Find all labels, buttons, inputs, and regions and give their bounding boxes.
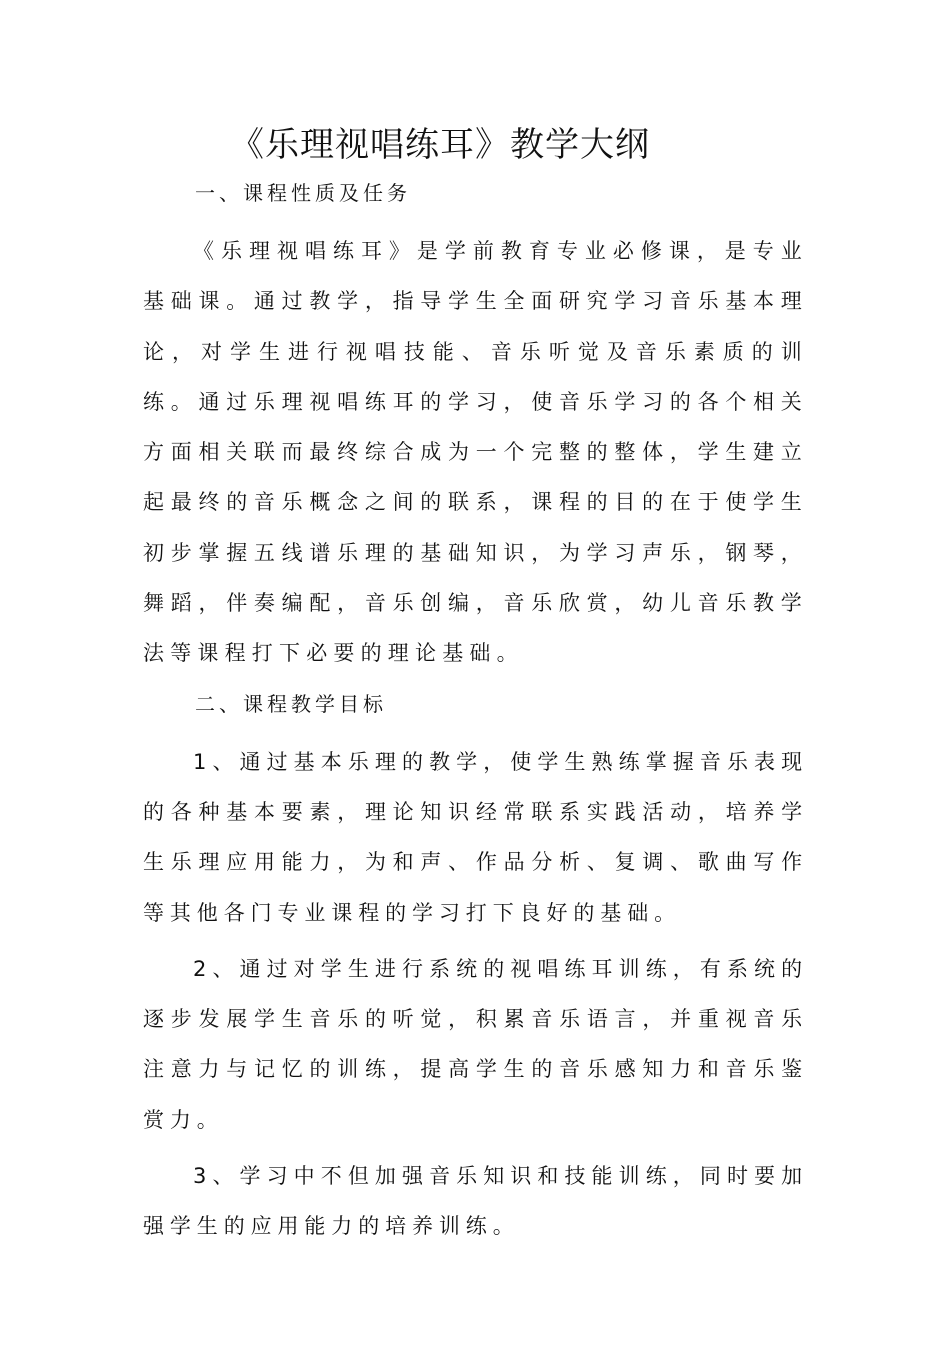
section-heading-nature-and-tasks: 一、课程性质及任务 [195, 181, 411, 205]
document-body [143, 176, 808, 1252]
section-heading-teaching-goals: 二、课程教学目标 [195, 691, 387, 716]
goal-item-1: 1、通过基本乐理的教学，使学生熟练掌握音乐表现的各种基本要素，理论知识经常联系实践活动，培养学生乐理应用能力，为和声、作品分析、复调、歌曲写作等其他各门专业课程的学习打下良好的基础。 [143, 749, 808, 925]
document-title: 《乐理视唱练耳》教学大纲 [230, 125, 650, 165]
section-paragraph-nature-and-tasks: 《乐理视唱练耳》是学前教育专业必修课，是专业基础课。通过教学，指导学生全面研究学习音乐基本理论，对学生进行视唱技能、音乐听觉及音乐素质的训练。通过乐理视唱练耳的学习，使音乐学习的各个相关方面相关联而最终综合成为一个完整的整体，学生建立起最终的音乐概念之间的联系，课程的目的在于使学生初步掌握五线谱乐理的基础知识，为学习声乐，钢琴，舞蹈，伴奏编配，音乐创编，音乐欣赏，幼儿音乐教学法等课程打下必要的理论基础。 [143, 239, 808, 666]
goal-item-2: 2、通过对学生进行系统的视唱练耳训练，有系统的逐步发展学生音乐的听觉，积累音乐语言，并重视音乐注意力与记忆的训练，提高学生的音乐感知力和音乐鉴赏力。 [143, 956, 808, 1132]
goal-item-3: 3、学习中不但加强音乐知识和技能训练，同时要加强学生的应用能力的培养训练。 [143, 1164, 808, 1239]
